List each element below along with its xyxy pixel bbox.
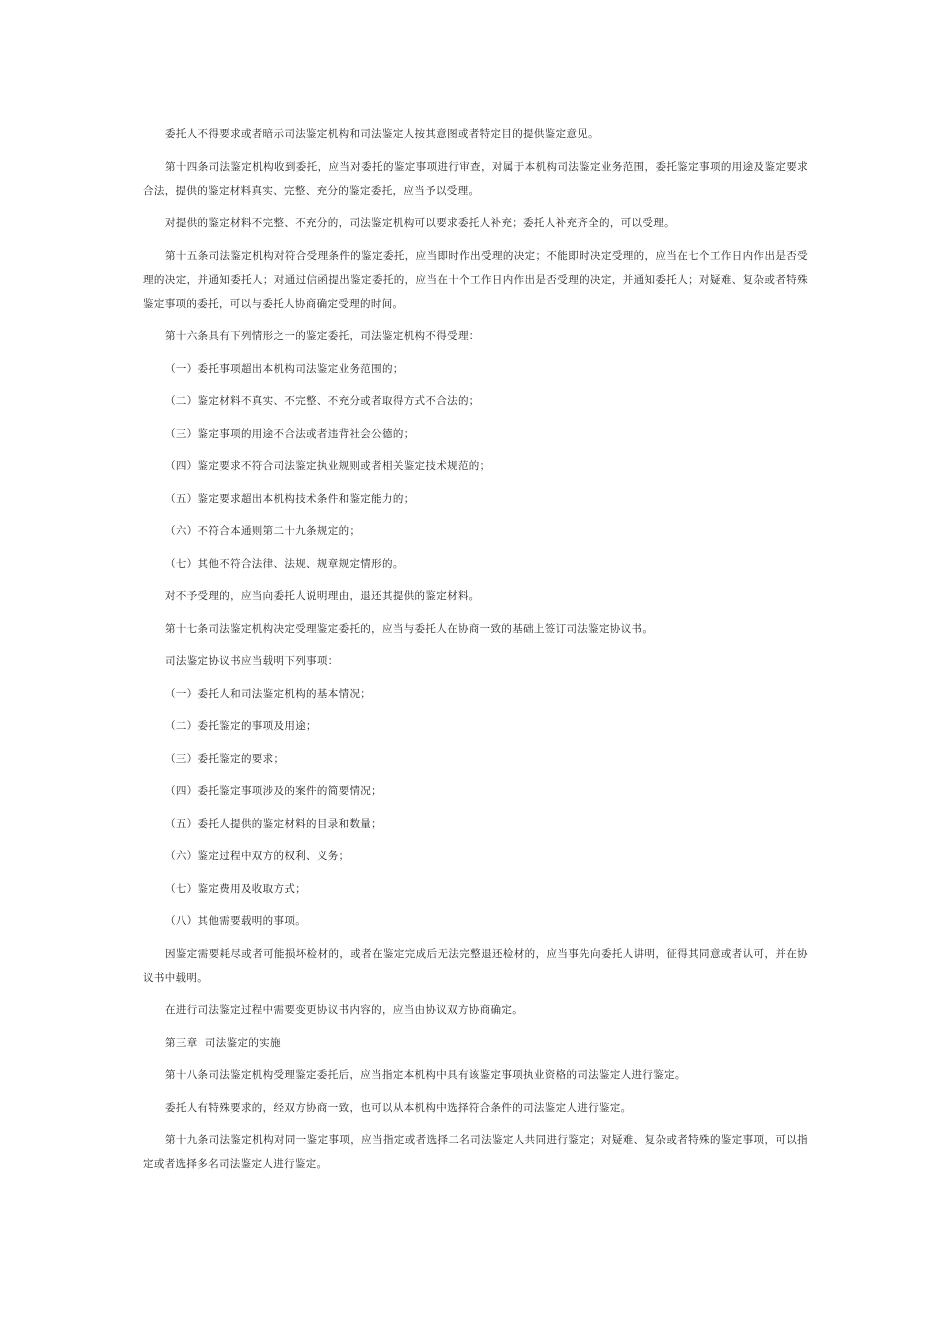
article-15-paragraph: 第十五条司法鉴定机构对符合受理条件的鉴定委托，应当即时作出受理的决定；不能即时决定受理的，应当在七个工作日内作出是否受理的决定，并通知委托人；对通过信函提出鉴定委托的，应当在十个工作日内作出是否受理的决定，并通知委托人；对疑难、复杂或者特殊鉴定事项的委托，可以与委托人协商确定受理的时间。	[143, 249, 808, 310]
article-19-paragraph: 第十九条司法鉴定机构对同一鉴定事项，应当指定或者选择二名司法鉴定人共同进行鉴定；对疑难、复杂或者特殊的鉴定事项，可以指定或者选择多名司法鉴定人进行鉴定。	[143, 1134, 808, 1170]
article-17-paragraph: 第十七条司法鉴定机构决定受理鉴定委托的，应当与委托人在协商一致的基础上签订司法鉴定协议书。	[165, 622, 654, 635]
paragraph: 司法鉴定协议书应当载明下列事项：	[165, 655, 339, 667]
list-item: （一）委托人和司法鉴定机构的基本情况；	[165, 687, 372, 700]
article-14-paragraph: 第十四条司法鉴定机构收到委托，应当对委托的鉴定事项进行审查，对属于本机构司法鉴定业务范围，委托鉴定事项的用途及鉴定要求合法，提供的鉴定材料真实、完整、充分的鉴定委托，应当予以受理。	[143, 160, 808, 197]
list-item: （八）其他需要载明的事项。	[165, 915, 307, 927]
list-item: （六）鉴定过程中双方的权利、义务；	[165, 850, 350, 862]
chapter-heading: 第三章 司法鉴定的实施	[165, 1036, 281, 1049]
list-item: （二）鉴定材料不真实、不完整、不充分或者取得方式不合法的；	[165, 395, 480, 407]
article-16-paragraph: 第十六条具有下列情形之一的鉴定委托，司法鉴定机构不得受理：	[165, 330, 480, 342]
list-item: （七）鉴定费用及收取方式；	[165, 882, 307, 895]
list-item: （三）鉴定事项的用途不合法或者违背社会公德的；	[165, 427, 415, 440]
paragraph: 委托人有特殊要求的，经双方协商一致，也可以从本机构中选择符合条件的司法鉴定人进行鉴定。	[165, 1101, 632, 1114]
list-item: （五）委托人提供的鉴定材料的目录和数量；	[165, 817, 382, 830]
paragraph: 因鉴定需要耗尽或者可能损坏检材的，或者在鉴定完成后无法完整退还检材的，应当事先向委托人讲明，征得其同意或者认可，并在协议书中载明。	[143, 947, 808, 984]
list-item: （七）其他不符合法律、法规、规章规定情形的。	[165, 557, 404, 570]
list-item: （五）鉴定要求超出本机构技术条件和鉴定能力的；	[165, 492, 415, 505]
document-body	[143, 122, 808, 1185]
list-item: （四）鉴定要求不符合司法鉴定执业规则或者相关鉴定技术规范的；	[165, 460, 491, 472]
article-18-paragraph: 第十八条司法鉴定机构受理鉴定委托后，应当指定本机构中具有该鉴定事项执业资格的司法鉴定人进行鉴定。	[165, 1069, 686, 1081]
list-item: （六）不符合本通则第二十九条规定的；	[165, 525, 361, 537]
list-item: （四）委托鉴定事项涉及的案件的简要情况；	[165, 785, 382, 797]
paragraph: 在进行司法鉴定过程中需要变更协议书内容的，应当由协议双方协商确定。	[165, 1004, 524, 1016]
paragraph: 对不予受理的，应当向委托人说明理由，退还其提供的鉴定材料。	[165, 590, 480, 602]
list-item: （三）委托鉴定的要求；	[165, 752, 285, 765]
paragraph: 委托人不得要求或者暗示司法鉴定机构和司法鉴定人按其意图或者特定目的提供鉴定意见。	[165, 128, 599, 140]
paragraph: 对提供的鉴定材料不完整、不充分的，司法鉴定机构可以要求委托人补充；委托人补充齐全的，可以受理。	[165, 217, 675, 229]
list-item: （一）委托事项超出本机构司法鉴定业务范围的；	[165, 362, 404, 375]
list-item: （二）委托鉴定的事项及用途；	[165, 720, 317, 732]
